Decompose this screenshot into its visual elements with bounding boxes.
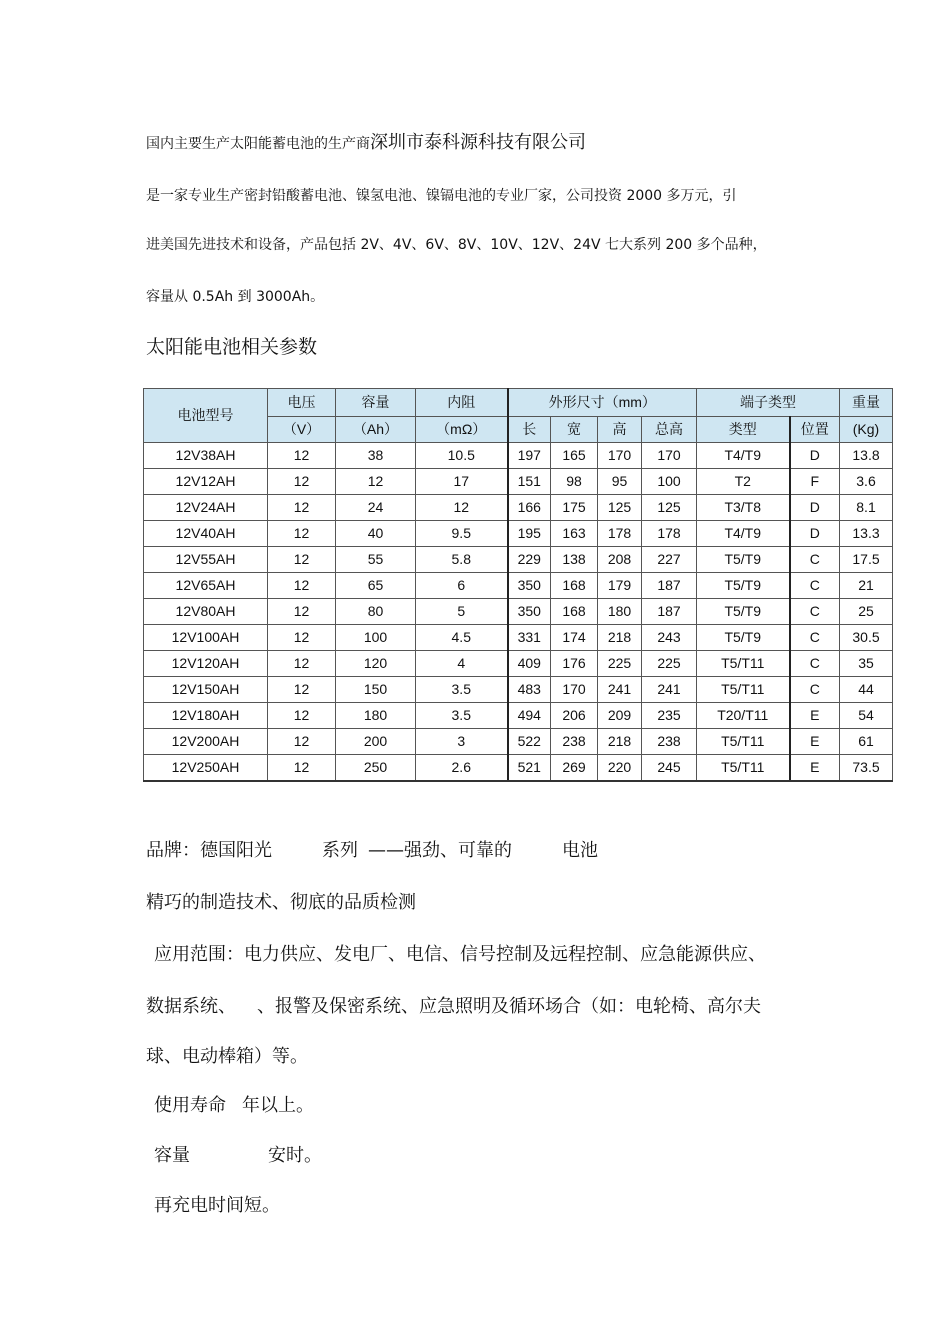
cell-voltage: 12 — [268, 651, 336, 677]
cell-length: 195 — [508, 521, 551, 547]
cell-voltage: 12 — [268, 443, 336, 469]
application-line-1: 应用范围：电力供应、发电厂、电信、信号控制及远程控制、应急能源供应、 — [154, 944, 766, 965]
cell-length: 521 — [508, 755, 551, 782]
cell-position: C — [790, 651, 840, 677]
cell-total-height: 227 — [642, 547, 697, 573]
cell-voltage: 12 — [268, 755, 336, 782]
cell-height: 125 — [598, 495, 642, 521]
capacity-label: 容量 — [154, 1145, 190, 1166]
cell-voltage: 12 — [268, 677, 336, 703]
cell-weight: 17.5 — [840, 547, 893, 573]
cell-total-height: 170 — [642, 443, 697, 469]
cell-total-height: 100 — [642, 469, 697, 495]
table-row — [144, 495, 893, 521]
cell-capacity: 55 — [336, 547, 416, 573]
cell-voltage: 12 — [268, 625, 336, 651]
cell-total-height: 245 — [642, 755, 697, 782]
cell-width: 168 — [551, 599, 598, 625]
cell-height: 220 — [598, 755, 642, 782]
capacity-suffix: 安时。 — [268, 1145, 322, 1166]
company-name: 深圳市泰科源科技有限公司 — [370, 132, 586, 153]
cell-height: 179 — [598, 573, 642, 599]
cell-terminal-type: T5/T11 — [697, 651, 790, 677]
cell-capacity: 150 — [336, 677, 416, 703]
cell-terminal-type: T4/T9 — [697, 521, 790, 547]
cell-position: D — [790, 443, 840, 469]
cell-length: 151 — [508, 469, 551, 495]
cell-terminal-type: T20/T11 — [697, 703, 790, 729]
header-voltage: 电压 — [268, 389, 336, 417]
cell-total-height: 125 — [642, 495, 697, 521]
service-life-line — [154, 1091, 314, 1117]
application-line-3: 球、电动棒箱）等。 — [146, 1046, 308, 1067]
cell-resistance: 3.5 — [416, 677, 508, 703]
cell-width: 206 — [551, 703, 598, 729]
cell-terminal-type: T5/T9 — [697, 547, 790, 573]
cell-height: 208 — [598, 547, 642, 573]
cell-weight: 73.5 — [840, 755, 893, 782]
cell-height: 180 — [598, 599, 642, 625]
cell-total-height: 187 — [642, 599, 697, 625]
cell-height: 209 — [598, 703, 642, 729]
cell-model: 12V55AH — [144, 547, 268, 573]
cell-width: 176 — [551, 651, 598, 677]
brand-battery: 电池 — [562, 840, 598, 861]
header-capacity-unit: （Ah） — [336, 417, 416, 443]
cell-terminal-type: T5/T9 — [697, 573, 790, 599]
cell-weight: 61 — [840, 729, 893, 755]
cell-weight: 54 — [840, 703, 893, 729]
cell-resistance: 9.5 — [416, 521, 508, 547]
cell-weight: 44 — [840, 677, 893, 703]
cell-terminal-type: T5/T9 — [697, 625, 790, 651]
cell-width: 98 — [551, 469, 598, 495]
cell-resistance: 3 — [416, 729, 508, 755]
cell-height: 218 — [598, 729, 642, 755]
cell-model: 12V65AH — [144, 573, 268, 599]
header-weight-unit: (Kg) — [840, 417, 893, 443]
cell-position: C — [790, 599, 840, 625]
header-length: 长 — [508, 417, 551, 443]
header-terminal: 端子类型 — [697, 389, 840, 417]
table-row — [144, 443, 893, 469]
cell-position: E — [790, 703, 840, 729]
cell-model: 12V80AH — [144, 599, 268, 625]
brand-series: 系列 — [322, 840, 358, 861]
cell-height: 170 — [598, 443, 642, 469]
cell-voltage: 12 — [268, 729, 336, 755]
cell-terminal-type: T4/T9 — [697, 443, 790, 469]
cell-model: 12V120AH — [144, 651, 268, 677]
cell-model: 12V180AH — [144, 703, 268, 729]
cell-capacity: 250 — [336, 755, 416, 782]
cell-total-height: 235 — [642, 703, 697, 729]
header-model: 电池型号 — [144, 389, 268, 443]
cell-length: 166 — [508, 495, 551, 521]
brand-label: 品牌：德国阳光 — [146, 840, 272, 861]
cell-voltage: 12 — [268, 703, 336, 729]
cell-voltage: 12 — [268, 469, 336, 495]
cell-weight: 8.1 — [840, 495, 893, 521]
cell-total-height: 225 — [642, 651, 697, 677]
header-height: 高 — [598, 417, 642, 443]
header-terminal-type: 类型 — [697, 417, 790, 443]
cell-length: 494 — [508, 703, 551, 729]
cell-width: 269 — [551, 755, 598, 782]
cell-position: E — [790, 755, 840, 782]
cell-terminal-type: T3/T8 — [697, 495, 790, 521]
cell-resistance: 5 — [416, 599, 508, 625]
intro-line-3: 容量从 0.5Ah 到 3000Ah。 — [146, 289, 325, 305]
table-row — [144, 755, 893, 782]
cell-resistance: 12 — [416, 495, 508, 521]
cell-total-height: 238 — [642, 729, 697, 755]
cell-length: 350 — [508, 599, 551, 625]
header-position: 位置 — [790, 417, 840, 443]
cell-model: 12V200AH — [144, 729, 268, 755]
cell-width: 168 — [551, 573, 598, 599]
section-title: 太阳能电池相关参数 — [146, 336, 318, 358]
intro-lead: 国内主要生产太阳能蓄电池的生产商 — [146, 136, 370, 152]
cell-total-height: 178 — [642, 521, 697, 547]
table-row — [144, 599, 893, 625]
table-body — [144, 443, 893, 782]
cell-model: 12V40AH — [144, 521, 268, 547]
cell-position: D — [790, 495, 840, 521]
application-line-2 — [146, 992, 761, 1018]
cell-model: 12V38AH — [144, 443, 268, 469]
cell-capacity: 40 — [336, 521, 416, 547]
cell-width: 170 — [551, 677, 598, 703]
cell-length: 409 — [508, 651, 551, 677]
header-voltage-unit: （V） — [268, 417, 336, 443]
spec-table — [143, 388, 893, 782]
cell-height: 225 — [598, 651, 642, 677]
table-row — [144, 651, 893, 677]
cell-total-height: 243 — [642, 625, 697, 651]
cell-terminal-type: T5/T11 — [697, 729, 790, 755]
cell-voltage: 12 — [268, 547, 336, 573]
cell-model: 12V250AH — [144, 755, 268, 782]
cell-weight: 3.6 — [840, 469, 893, 495]
intro-line-1: 是一家专业生产密封铅酸蓄电池、镍氢电池、镍镉电池的专业厂家，公司投资 2000 多万元，引 — [146, 188, 737, 204]
cell-terminal-type: T2 — [697, 469, 790, 495]
brand-line — [146, 836, 598, 862]
cell-weight: 25 — [840, 599, 893, 625]
cell-terminal-type: T5/T11 — [697, 677, 790, 703]
table-header — [144, 389, 893, 443]
cell-capacity: 65 — [336, 573, 416, 599]
cell-weight: 13.8 — [840, 443, 893, 469]
table-row — [144, 469, 893, 495]
cell-length: 331 — [508, 625, 551, 651]
table-row — [144, 521, 893, 547]
cell-resistance: 6 — [416, 573, 508, 599]
cell-resistance: 5.8 — [416, 547, 508, 573]
cell-resistance: 4.5 — [416, 625, 508, 651]
cell-voltage: 12 — [268, 495, 336, 521]
cell-resistance: 10.5 — [416, 443, 508, 469]
cell-capacity: 24 — [336, 495, 416, 521]
cell-width: 175 — [551, 495, 598, 521]
cell-width: 138 — [551, 547, 598, 573]
cell-capacity: 38 — [336, 443, 416, 469]
cell-length: 229 — [508, 547, 551, 573]
cell-total-height: 241 — [642, 677, 697, 703]
table-row — [144, 625, 893, 651]
cell-position: C — [790, 625, 840, 651]
cell-model: 12V150AH — [144, 677, 268, 703]
cell-terminal-type: T5/T11 — [697, 755, 790, 782]
cell-height: 95 — [598, 469, 642, 495]
cell-length: 522 — [508, 729, 551, 755]
cell-resistance: 4 — [416, 651, 508, 677]
application-line-2b: 、报警及保密系统、应急照明及循环场合（如：电轮椅、高尔夫 — [257, 996, 761, 1017]
cell-model: 12V12AH — [144, 469, 268, 495]
cell-width: 238 — [551, 729, 598, 755]
cell-capacity: 100 — [336, 625, 416, 651]
cell-voltage: 12 — [268, 521, 336, 547]
cell-voltage: 12 — [268, 573, 336, 599]
cell-length: 350 — [508, 573, 551, 599]
cell-terminal-type: T5/T9 — [697, 599, 790, 625]
cell-weight: 30.5 — [840, 625, 893, 651]
service-life-label: 使用寿命 — [154, 1095, 226, 1116]
cell-weight: 35 — [840, 651, 893, 677]
cell-resistance: 2.6 — [416, 755, 508, 782]
header-resistance: 内阻 — [416, 389, 508, 417]
cell-width: 165 — [551, 443, 598, 469]
cell-position: C — [790, 573, 840, 599]
table-row — [144, 729, 893, 755]
cell-total-height: 187 — [642, 573, 697, 599]
intro-line-company — [146, 128, 586, 154]
craft-line: 精巧的制造技术、彻底的品质检测 — [146, 892, 416, 913]
header-width: 宽 — [551, 417, 598, 443]
application-line-2a: 数据系统、 — [146, 996, 227, 1017]
cell-resistance: 3.5 — [416, 703, 508, 729]
header-resistance-unit: （mΩ） — [416, 417, 508, 443]
service-life-suffix: 年以上。 — [242, 1095, 314, 1116]
cell-resistance: 17 — [416, 469, 508, 495]
header-weight: 重量 — [840, 389, 893, 417]
cell-capacity: 120 — [336, 651, 416, 677]
cell-position: D — [790, 521, 840, 547]
cell-length: 483 — [508, 677, 551, 703]
cell-position: C — [790, 677, 840, 703]
capacity-line — [154, 1141, 322, 1167]
cell-width: 174 — [551, 625, 598, 651]
cell-model: 12V24AH — [144, 495, 268, 521]
cell-width: 163 — [551, 521, 598, 547]
cell-weight: 13.3 — [840, 521, 893, 547]
brand-slogan: ——强劲、可靠的 — [368, 840, 512, 861]
cell-model: 12V100AH — [144, 625, 268, 651]
cell-height: 178 — [598, 521, 642, 547]
table-row — [144, 703, 893, 729]
cell-length: 197 — [508, 443, 551, 469]
cell-height: 218 — [598, 625, 642, 651]
table-row — [144, 573, 893, 599]
header-capacity: 容量 — [336, 389, 416, 417]
cell-capacity: 12 — [336, 469, 416, 495]
cell-capacity: 200 — [336, 729, 416, 755]
table-row — [144, 677, 893, 703]
recharge-line: 再充电时间短。 — [154, 1195, 280, 1216]
table-row — [144, 547, 893, 573]
intro-line-2: 进美国先进技术和设备，产品包括 2V、4V、6V、8V、10V、12V、24V 七大系列 200 多个品种， — [146, 237, 767, 253]
cell-position: E — [790, 729, 840, 755]
cell-capacity: 80 — [336, 599, 416, 625]
cell-weight: 21 — [840, 573, 893, 599]
cell-position: F — [790, 469, 840, 495]
cell-position: C — [790, 547, 840, 573]
cell-height: 241 — [598, 677, 642, 703]
header-dimensions: 外形尺寸（mm） — [508, 389, 697, 417]
header-total-height: 总高 — [642, 417, 697, 443]
cell-capacity: 180 — [336, 703, 416, 729]
cell-voltage: 12 — [268, 599, 336, 625]
